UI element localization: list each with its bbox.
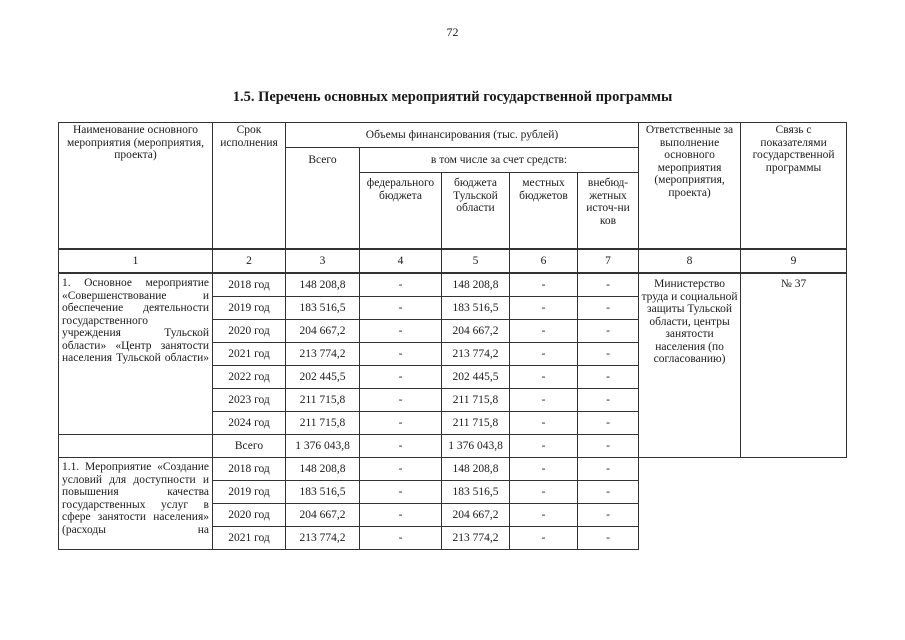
federal-cell: - — [360, 412, 442, 435]
local-cell: - — [510, 412, 578, 435]
offbudget-cell: - — [578, 527, 639, 550]
total-cell: 204 667,2 — [286, 320, 360, 343]
col-number: 1 — [59, 249, 213, 273]
col-number: 7 — [578, 249, 639, 273]
regional-cell: 148 208,8 — [442, 458, 510, 481]
header-total: Всего — [286, 148, 360, 250]
period-cell: 2018 год — [213, 273, 286, 297]
total-cell: 213 774,2 — [286, 527, 360, 550]
total-cell: 202 445,5 — [286, 366, 360, 389]
period-cell: 2023 год — [213, 389, 286, 412]
table-row — [59, 458, 847, 481]
header-including: в том числе за счет средств: — [360, 148, 639, 173]
offbudget-cell: - — [578, 412, 639, 435]
offbudget-cell: - — [578, 343, 639, 366]
group2-rows — [59, 458, 847, 550]
total-cell: 211 715,8 — [286, 389, 360, 412]
col-number: 5 — [442, 249, 510, 273]
regional-cell: 211 715,8 — [442, 412, 510, 435]
local-cell: - — [510, 343, 578, 366]
regional-cell: 213 774,2 — [442, 343, 510, 366]
regional-cell: 204 667,2 — [442, 320, 510, 343]
total-cell: 213 774,2 — [286, 343, 360, 366]
activity-name: 1.1. Мероприятие «Создание условий для доступности и повышения качества государственных услуг в сфере занятости населения» (расходы на — [59, 458, 213, 550]
federal-cell: - — [360, 527, 442, 550]
period-cell: 2024 год — [213, 412, 286, 435]
regional-cell: 148 208,8 — [442, 273, 510, 297]
header-term: Срок исполнения — [213, 123, 286, 250]
table-row — [59, 273, 847, 297]
offbudget-cell: - — [578, 481, 639, 504]
indicator-link-cell: № 37 — [741, 273, 847, 458]
federal-cell: - — [360, 458, 442, 481]
activity-name: 1. Основное мероприятие «Совершенствование и обеспечение деятельности государственного учреждения Тульской области» «Центр занятости населения Тульской области» — [59, 273, 213, 435]
total-cell: 183 516,5 — [286, 481, 360, 504]
federal-cell: - — [360, 435, 442, 458]
period-cell: 2018 год — [213, 458, 286, 481]
col-number: 3 — [286, 249, 360, 273]
table-header — [59, 123, 847, 274]
federal-cell: - — [360, 366, 442, 389]
period-cell: 2021 год — [213, 343, 286, 366]
offbudget-cell: - — [578, 320, 639, 343]
total-cell: 148 208,8 — [286, 458, 360, 481]
local-cell: - — [510, 389, 578, 412]
local-cell: - — [510, 273, 578, 297]
col-number: 2 — [213, 249, 286, 273]
regional-cell: 204 667,2 — [442, 504, 510, 527]
col-number: 8 — [639, 249, 741, 273]
federal-cell: - — [360, 389, 442, 412]
header-link: Связь с показателями государственной программы — [741, 123, 847, 250]
header-responsible: Ответственные за выполнение основного мероприятия (мероприятия, проекта) — [639, 123, 741, 250]
period-cell: Всего — [213, 435, 286, 458]
total-cell: 1 376 043,8 — [286, 435, 360, 458]
regional-cell: 211 715,8 — [442, 389, 510, 412]
offbudget-cell: - — [578, 458, 639, 481]
col-number: 6 — [510, 249, 578, 273]
federal-cell: - — [360, 481, 442, 504]
offbudget-cell: - — [578, 366, 639, 389]
header-funding: Объемы финансирования (тыс. рублей) — [286, 123, 639, 148]
offbudget-cell: - — [578, 273, 639, 297]
group1-rows — [59, 273, 847, 458]
regional-cell: 213 774,2 — [442, 527, 510, 550]
federal-cell: - — [360, 343, 442, 366]
page-number: 72 — [446, 25, 459, 39]
total-cell: 183 516,5 — [286, 297, 360, 320]
local-cell: - — [510, 458, 578, 481]
period-cell: 2019 год — [213, 481, 286, 504]
regional-cell: 1 376 043,8 — [442, 435, 510, 458]
federal-cell: - — [360, 273, 442, 297]
local-cell: - — [510, 527, 578, 550]
period-cell: 2022 год — [213, 366, 286, 389]
period-cell: 2021 год — [213, 527, 286, 550]
regional-cell: 183 516,5 — [442, 481, 510, 504]
responsible-cell: Министерство труда и социальной защиты Тульской области, центры занятости населения (по согласованию) — [639, 273, 741, 458]
name-blank-cell — [59, 435, 213, 458]
federal-cell: - — [360, 504, 442, 527]
period-cell: 2020 год — [213, 504, 286, 527]
offbudget-cell: - — [578, 435, 639, 458]
header-regional: бюджета Тульской области — [442, 173, 510, 250]
total-cell: 211 715,8 — [286, 412, 360, 435]
local-cell: - — [510, 435, 578, 458]
offbudget-cell: - — [578, 389, 639, 412]
total-cell: 204 667,2 — [286, 504, 360, 527]
local-cell: - — [510, 366, 578, 389]
col-number: 9 — [741, 249, 847, 273]
header-federal: федерального бюджета — [360, 173, 442, 250]
offbudget-cell: - — [578, 504, 639, 527]
header-offbudget: внебюд-жетных источ-ни ков — [578, 173, 639, 250]
federal-cell: - — [360, 297, 442, 320]
local-cell: - — [510, 504, 578, 527]
regional-cell: 202 445,5 — [442, 366, 510, 389]
period-cell: 2020 год — [213, 320, 286, 343]
header-name: Наименование основного мероприятия (мероприятия, проекта) — [59, 123, 213, 250]
local-cell: - — [510, 320, 578, 343]
total-cell: 148 208,8 — [286, 273, 360, 297]
regional-cell: 183 516,5 — [442, 297, 510, 320]
header-local: местных бюджетов — [510, 173, 578, 250]
local-cell: - — [510, 297, 578, 320]
federal-cell: - — [360, 320, 442, 343]
activities-table — [58, 122, 847, 550]
period-cell: 2019 год — [213, 297, 286, 320]
page-title: 1.5. Перечень основных мероприятий государственной программы — [232, 89, 673, 105]
col-number: 4 — [360, 249, 442, 273]
offbudget-cell: - — [578, 297, 639, 320]
local-cell: - — [510, 481, 578, 504]
